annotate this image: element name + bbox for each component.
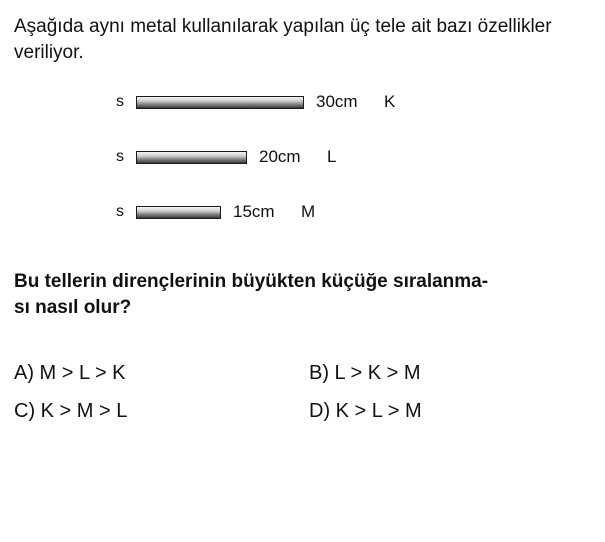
wire-row-k <box>116 92 395 112</box>
wire-k-bar <box>136 96 304 109</box>
wire-length-label: 20cm <box>259 147 301 166</box>
wire-l-bar <box>136 151 247 164</box>
wire-name-label: L <box>327 147 337 166</box>
option-a[interactable]: A) M > L > K <box>14 362 126 384</box>
wire-m-bar <box>136 206 221 219</box>
wire-area-label: s <box>116 93 124 110</box>
wire-area-label: s <box>116 148 124 165</box>
question-text <box>14 269 589 321</box>
question-line-2: sı nasıl olur? <box>14 297 132 318</box>
option-b[interactable]: B) L > K > M <box>309 362 421 384</box>
wire-name-label: K <box>384 92 396 111</box>
option-d[interactable]: D) K > L > M <box>309 400 422 422</box>
wire-area-label: s <box>116 203 124 220</box>
wire-name-label: M <box>301 202 316 221</box>
option-c[interactable]: C) K > M > L <box>14 400 128 422</box>
wire-row-l <box>116 147 336 167</box>
question-line-1: Bu tellerin dirençlerinin büyükten küçüğe sıralanma- <box>14 271 489 292</box>
wire-row-m <box>116 202 315 222</box>
intro-text: Aşağıda aynı metal kullanılarak yapılan üç tele ait bazı özellikler veriliyor. <box>14 16 552 63</box>
wire-length-label: 30cm <box>316 92 358 111</box>
wire-length-label: 15cm <box>233 202 275 221</box>
